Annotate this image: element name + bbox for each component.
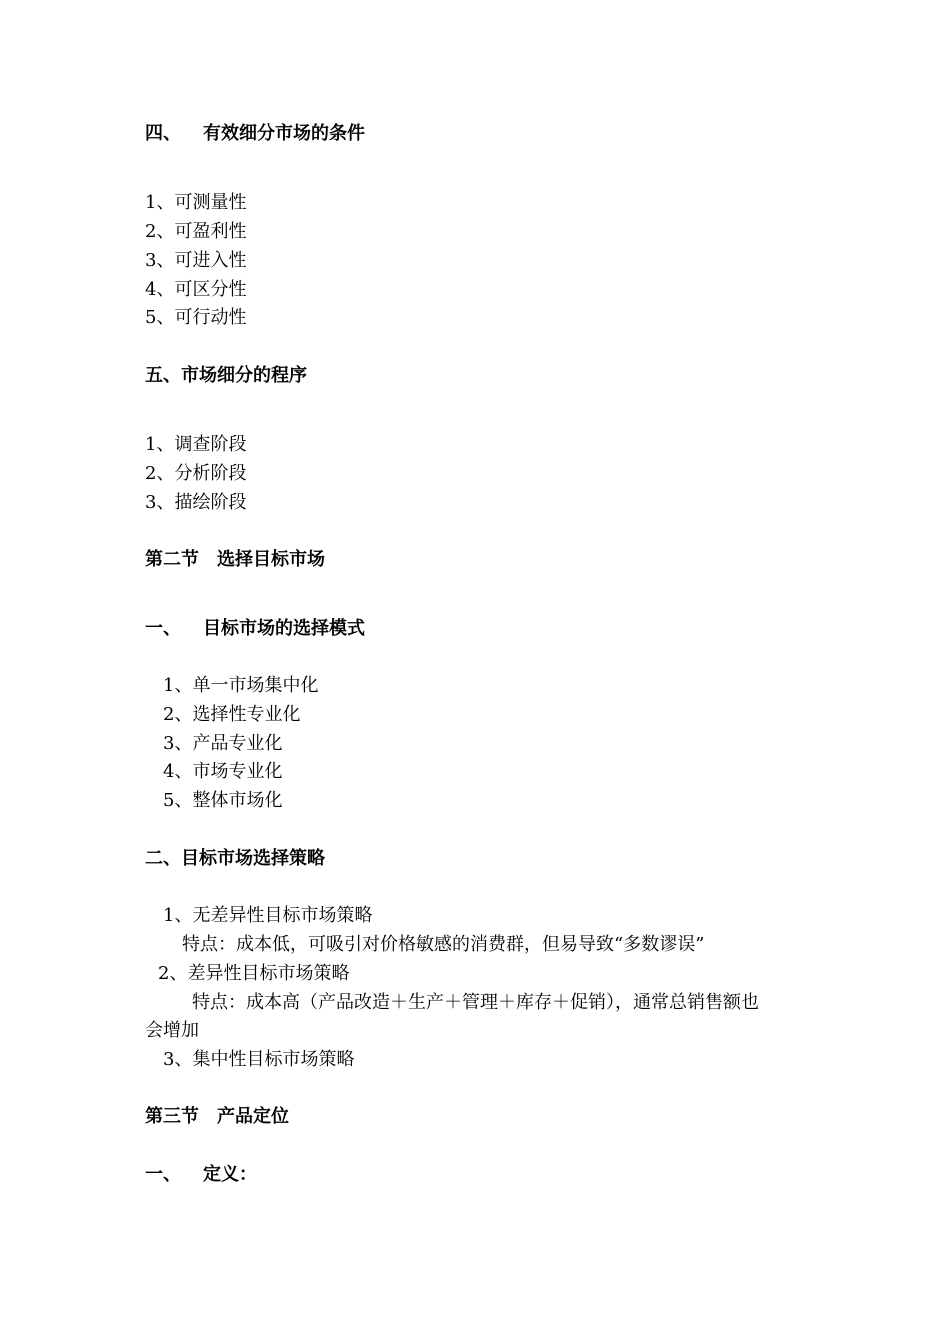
ch2s2-item-3: 3、集中性目标市场策略 <box>163 1049 355 1070</box>
section-5-heading: 五、市场细分的程序 <box>145 365 307 386</box>
ch2s1-item-5: 5、整体市场化 <box>163 790 283 811</box>
sec4-item-3: 3、可进入性 <box>145 250 247 271</box>
chapter-2-heading <box>145 548 325 572</box>
ch2s1-item-3: 3、产品专业化 <box>163 733 283 754</box>
ch2s1-item-1: 1、单一市场集中化 <box>163 675 319 696</box>
ch2s2-item-1: 1、无差异性目标市场策略 <box>163 905 373 926</box>
ch3-section-1-heading <box>145 1163 257 1187</box>
sec5-item-1: 1、调查阶段 <box>145 434 247 455</box>
chapter-2-title: 选择目标市场 <box>217 549 325 570</box>
chapter-3-title: 产品定位 <box>217 1106 289 1127</box>
ch2-section-1-title: 目标市场的选择模式 <box>203 618 365 639</box>
sec4-item-5: 5、可行动性 <box>145 307 247 328</box>
ch2-section-1-heading <box>145 617 365 641</box>
chapter-3-heading <box>145 1105 289 1129</box>
section-4-number: 四、 <box>145 123 181 144</box>
ch2s1-item-2: 2、选择性专业化 <box>163 704 301 725</box>
section-4-heading <box>145 122 365 146</box>
ch2s2-item-2: 2、差异性目标市场策略 <box>158 963 350 984</box>
ch2s2-item-1-note: 特点：成本低，可吸引对价格敏感的消费群，但易导致“多数谬误” <box>182 934 705 955</box>
ch2-section-2-heading: 二、目标市场选择策略 <box>145 848 325 869</box>
chapter-2-number: 第二节 <box>145 549 199 570</box>
sec4-item-4: 4、可区分性 <box>145 279 247 300</box>
sec5-item-3: 3、描绘阶段 <box>145 492 247 513</box>
chapter-3-number: 第三节 <box>145 1106 199 1127</box>
ch2s2-item-2-note-line-1: 特点：成本高（产品改造＋生产＋管理＋库存＋促销），通常总销售额也 <box>192 992 759 1013</box>
sec5-item-2: 2、分析阶段 <box>145 463 247 484</box>
ch3-section-1-title: 定义： <box>203 1164 257 1185</box>
sec4-item-2: 2、可盈利性 <box>145 221 247 242</box>
ch3-section-1-number: 一、 <box>145 1164 181 1185</box>
ch2s2-item-2-note-line-2: 会增加 <box>145 1020 199 1041</box>
section-4-title: 有效细分市场的条件 <box>203 123 365 144</box>
ch2-section-1-number: 一、 <box>145 618 181 639</box>
sec4-item-1: 1、可测量性 <box>145 192 247 213</box>
ch2s1-item-4: 4、市场专业化 <box>163 761 283 782</box>
